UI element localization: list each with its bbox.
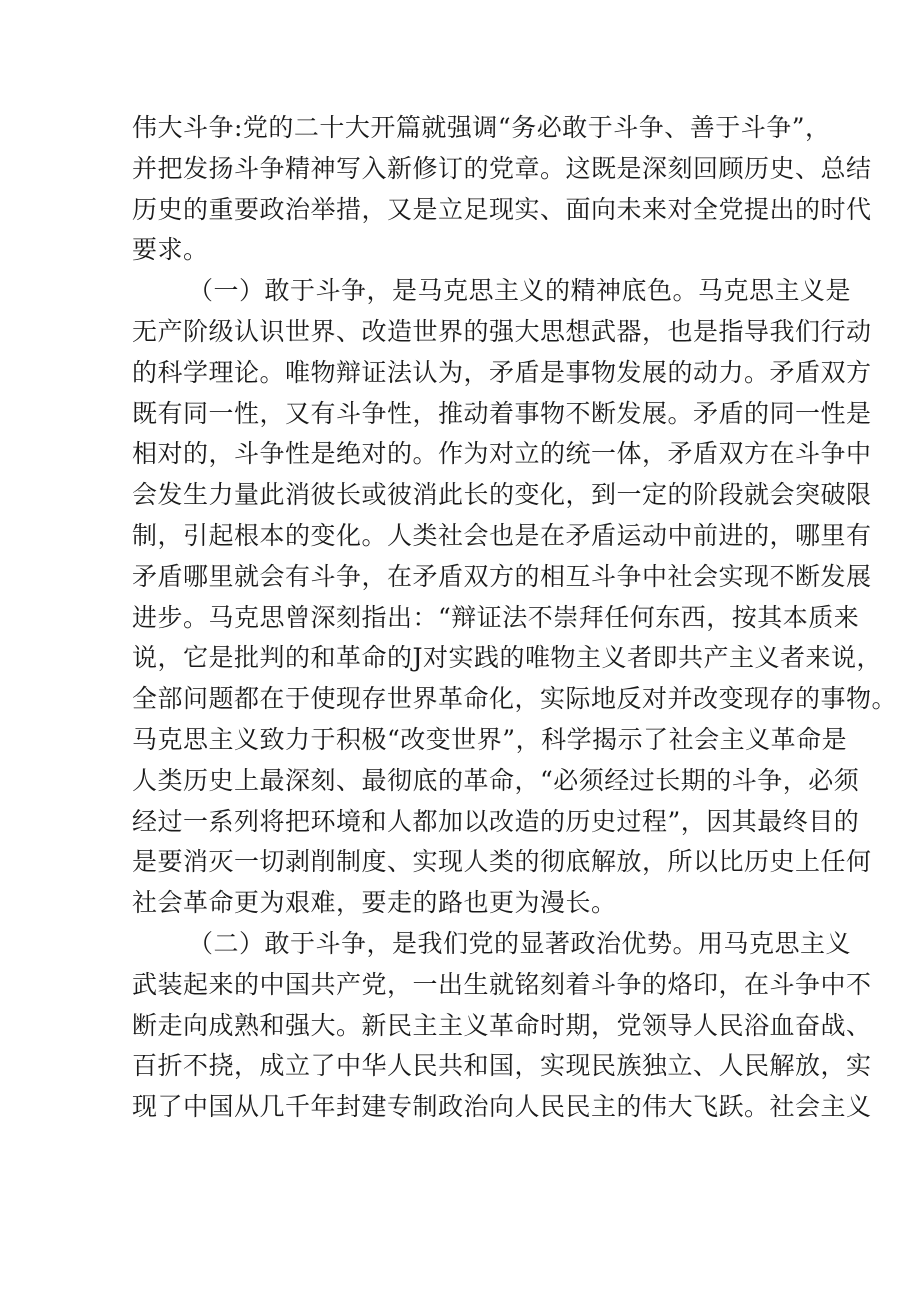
text-line: 会发生力量此消彼长或彼消此长的变化，到一定的阶段就会突破限 <box>132 480 872 510</box>
text-line: 既有同一性，又有斗争性，推动着事物不断发展。矛盾的同一性是 <box>132 398 872 428</box>
paragraph-intro <box>132 108 872 271</box>
text-line: 马克思主义致力于积极“改变世界”，科学揭示了社会主义革命是 <box>132 724 848 754</box>
text-line: 无产阶级认识世界、改造世界的强大思想武器，也是指导我们行动 <box>132 316 872 346</box>
text-line: 经过一系列将把环境和人都加以改造的历史过程”，因其最终目的 <box>132 806 860 836</box>
text-line: 武装起来的中国共产党，一出生就铭刻着斗争的烙印，在斗争中不 <box>132 969 872 999</box>
text-line: 社会革命更为艰难，要走的路也更为漫长。 <box>132 888 617 918</box>
paragraph-section-1 <box>132 271 898 924</box>
text-line: 要求。 <box>132 235 209 265</box>
paragraph-section-2 <box>132 924 872 1128</box>
text-line: 断走向成熟和强大。新民主主义革命时期，党领导人民浴血奋战、 <box>132 1010 872 1040</box>
text-line: 是要消灭一切剥削制度、实现人类的彻底解放，所以比历史上任何 <box>132 847 872 877</box>
text-line: 说，它是批判的和革命的J对实践的唯物主义者即共产主义者来说， <box>132 643 883 673</box>
text-line: 进步。马克思曾深刻指出：“辩证法不崇拜任何东西，按其本质来 <box>132 602 860 632</box>
text-line: 人类历史上最深刻、最彻底的革命，“必须经过长期的斗争，必须 <box>132 765 860 795</box>
text-line: 的科学理论。唯物辩证法认为，矛盾是事物发展的动力。矛盾双方 <box>132 357 872 387</box>
text-line: 全部问题都在于使现存世界革命化，实际地反对并改变现存的事物。 <box>132 684 898 714</box>
text-line: 历史的重要政治举措，又是立足现实、面向未来对全党提出的时代 <box>132 194 872 224</box>
text-line: 并把发扬斗争精神写入新修订的党章。这既是深刻回顾历史、总结 <box>132 153 872 183</box>
text-line: 伟大斗争:党的二十大开篇就强调“务必敢于斗争、善于斗争”， <box>132 113 831 142</box>
text-line: 矛盾哪里就会有斗争，在矛盾双方的相互斗争中社会实现不断发展 <box>132 561 872 591</box>
text-line: 现了中国从几千年封建专制政治向人民民主的伟大飞跃。社会主义 <box>132 1092 872 1122</box>
text-line: 相对的，斗争性是绝对的。作为对立的统一体，矛盾双方在斗争中 <box>132 439 872 469</box>
text-line: 百折不挠，成立了中华人民共和国，实现民族独立、人民解放，实 <box>132 1051 872 1081</box>
text-line: 制，引起根本的变化。人类社会也是在矛盾运动中前进的，哪里有 <box>132 520 872 550</box>
text-line: （二）敢于斗争，是我们党的显著政治优势。用马克思主义 <box>188 928 852 958</box>
text-line: （一）敢于斗争，是马克思主义的精神底色。马克思主义是 <box>188 276 852 306</box>
document-body <box>132 108 898 1128</box>
